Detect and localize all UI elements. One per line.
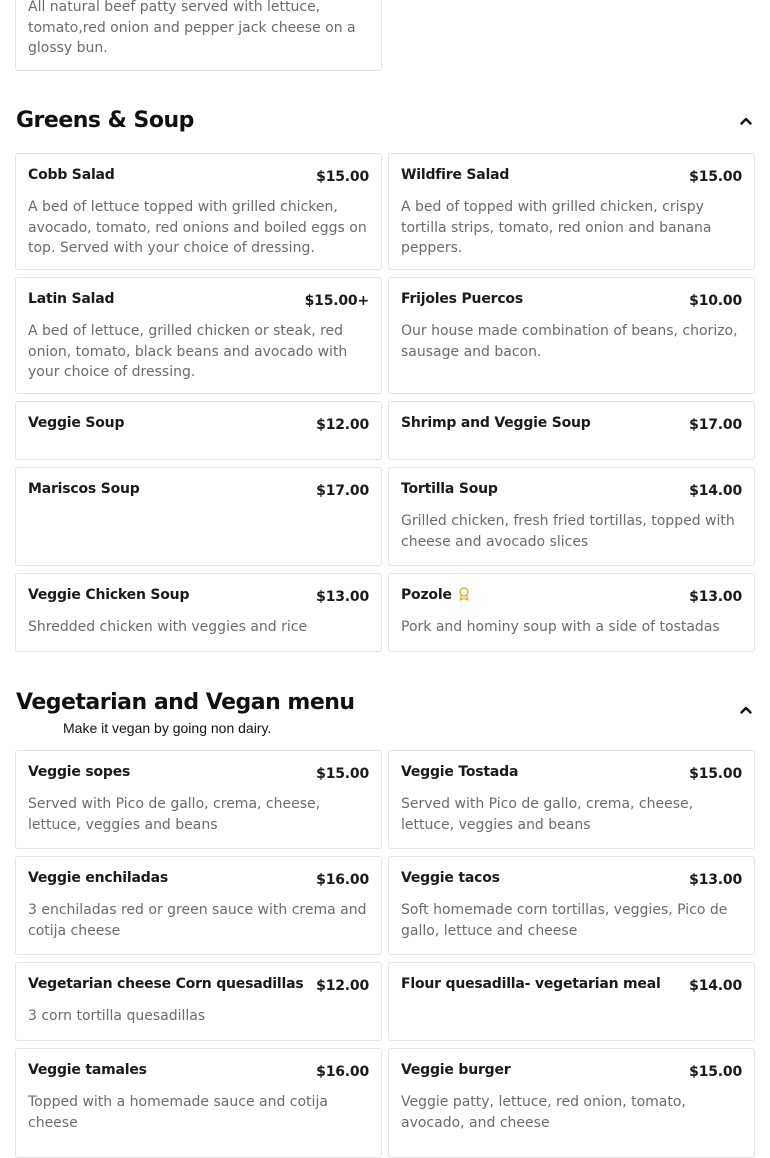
section-title-greens-soup: Greens & Soup	[16, 108, 194, 133]
menu-item-description: Shredded chicken with veggies and rice	[28, 619, 308, 635]
menu-item-card[interactable]	[388, 962, 755, 1041]
menu-item-card[interactable]	[388, 401, 755, 460]
menu-item-description: Topped with a homemade sauce and cotija cheese	[28, 1094, 328, 1131]
menu-item-card[interactable]	[388, 467, 755, 566]
menu-item-description: Our house made combination of beans, chorizo, sausage and bacon.	[401, 323, 738, 360]
menu-item-card[interactable]	[15, 573, 382, 652]
menu-item-card[interactable]	[388, 750, 755, 849]
menu-item-name: Mariscos Soup	[28, 481, 140, 497]
menu-item-card[interactable]	[15, 401, 382, 460]
menu-item-price: $10.00	[689, 293, 742, 309]
menu-item-price: $15.00	[316, 169, 369, 185]
menu-item-name: Veggie Chicken Soup	[28, 587, 190, 603]
menu-item-name: Vegetarian cheese Corn quesadillas	[28, 976, 304, 992]
menu-item-name: Shrimp and Veggie Soup	[401, 415, 591, 431]
menu-item-description: Grilled chicken, fresh fried tortillas, topped with cheese and avocado slices	[401, 513, 735, 550]
menu-item-price: $17.00	[316, 483, 369, 499]
menu-item-card[interactable]	[15, 0, 382, 71]
menu-item-card[interactable]	[388, 573, 755, 652]
menu-item-price: $12.00	[316, 417, 369, 433]
menu-item-price: $15.00	[689, 766, 742, 782]
chevron-up-icon[interactable]	[738, 113, 754, 129]
menu-item-name: Veggie Soup	[28, 415, 125, 431]
section-title-vegetarian: Vegetarian and Vegan menu	[16, 690, 355, 715]
menu-item-name: Tortilla Soup	[401, 481, 498, 497]
menu-item-description: Pork and hominy soup with a side of tostadas	[401, 619, 720, 635]
menu-item-description: A bed of topped with grilled chicken, crispy tortilla strips, tomato, red onion and banana peppers.	[401, 199, 712, 256]
menu-item-card[interactable]	[15, 750, 382, 849]
menu-item-price: $15.00+	[304, 293, 369, 309]
menu-item-card[interactable]	[15, 1048, 382, 1158]
menu-item-price: $13.00	[316, 589, 369, 605]
menu-item-name: Flour quesadilla- vegetarian meal	[401, 976, 661, 992]
menu-item-price: $15.00	[316, 766, 369, 782]
menu-item-name: Pozole	[401, 587, 452, 603]
menu-item-name: Veggie tacos	[401, 870, 500, 886]
menu-item-name: Wildfire Salad	[401, 167, 510, 183]
menu-item-description: All natural beef patty served with lettuce, tomato,red onion and pepper jack cheese on a glossy bun.	[28, 0, 356, 56]
menu-item-card[interactable]	[388, 856, 755, 955]
menu-item-name: Latin Salad	[28, 291, 115, 307]
menu-item-description: A bed of lettuce, grilled chicken or steak, red onion, tomato, black beans and avocado with your choice of dressing.	[28, 323, 348, 380]
menu-item-name-wrap	[401, 586, 470, 604]
menu-item-price: $13.00	[689, 589, 742, 605]
menu-item-card[interactable]	[15, 856, 382, 955]
menu-item-price: $12.00	[316, 978, 369, 994]
menu-item-name: Veggie sopes	[28, 764, 131, 780]
award-ribbon-icon	[458, 587, 470, 601]
menu-item-price: $15.00	[689, 1064, 742, 1080]
menu-item-name: Cobb Salad	[28, 167, 115, 183]
menu-item-description: A bed of lettuce topped with grilled chicken, avocado, tomato, red onions and boiled eggs on top. Served with your choice of dressing.	[28, 199, 367, 256]
menu-item-price: $16.00	[316, 1064, 369, 1080]
section-note: Make it vegan by going non dairy.	[63, 720, 272, 736]
menu-item-card[interactable]	[15, 153, 382, 270]
menu-item-price: $17.00	[689, 417, 742, 433]
menu-item-description: Veggie patty, lettuce, red onion, tomato, avocado, and cheese	[401, 1094, 686, 1131]
menu-item-name: Veggie burger	[401, 1062, 511, 1078]
menu-item-card[interactable]	[15, 467, 382, 566]
menu-item-name: Veggie tamales	[28, 1062, 147, 1078]
menu-item-card[interactable]	[388, 153, 755, 270]
menu-item-card[interactable]	[388, 277, 755, 394]
menu-item-price: $14.00	[689, 483, 742, 499]
menu-item-card[interactable]	[15, 962, 382, 1041]
menu-item-name: Veggie Tostada	[401, 764, 519, 780]
menu-item-card[interactable]	[388, 1048, 755, 1158]
menu-item-name: Frijoles Puercos	[401, 291, 523, 307]
menu-item-card[interactable]	[15, 277, 382, 394]
menu-item-price: $13.00	[689, 872, 742, 888]
menu-item-description: 3 enchiladas red or green sauce with crema and cotija cheese	[28, 902, 367, 939]
menu-item-price: $14.00	[689, 978, 742, 994]
menu-item-name: Veggie enchiladas	[28, 870, 168, 886]
menu-item-description: Soft homemade corn tortillas, veggies, Pico de gallo, lettuce and cheese	[401, 902, 728, 939]
menu-item-description: Served with Pico de gallo, crema, cheese, lettuce, veggies and beans	[401, 796, 694, 833]
menu-item-price: $15.00	[689, 169, 742, 185]
chevron-up-icon[interactable]	[738, 702, 754, 718]
menu-item-description: 3 corn tortilla quesadillas	[28, 1008, 206, 1024]
menu-item-price: $16.00	[316, 872, 369, 888]
menu-item-description: Served with Pico de gallo, crema, cheese, lettuce, veggies and beans	[28, 796, 321, 833]
